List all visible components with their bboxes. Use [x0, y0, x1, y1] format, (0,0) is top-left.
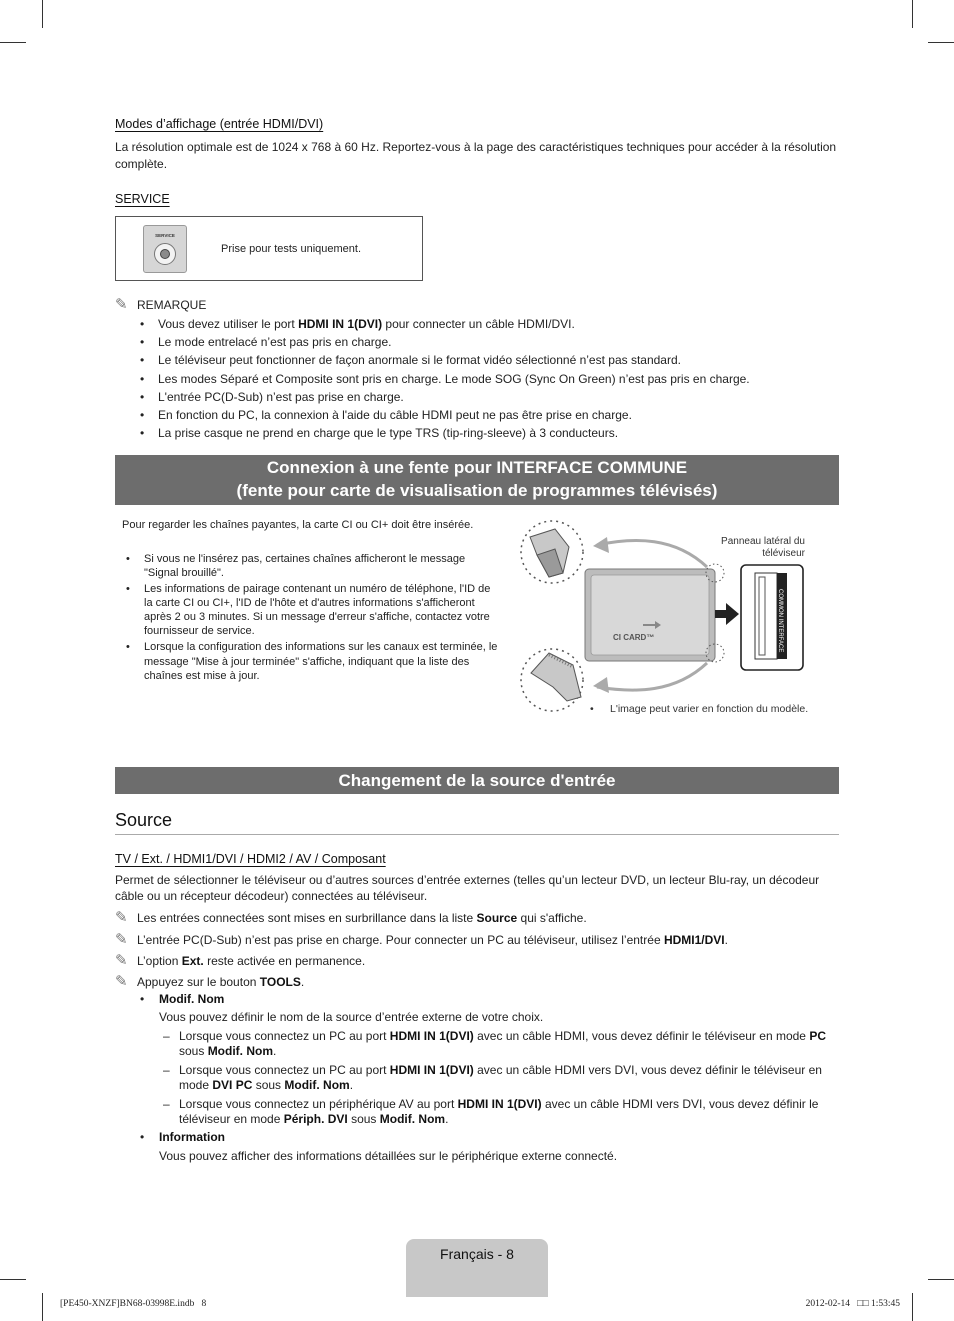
ci-section-banner	[115, 455, 839, 505]
ci-diagram	[515, 515, 835, 715]
remarque-list	[115, 315, 840, 442]
source-subtitle: Source	[115, 810, 173, 830]
crop-mark	[0, 42, 26, 43]
crop-mark	[912, 1293, 913, 1321]
source-note: ✎ Les entrées connectées sont mises en surbrillance dans la liste Source qui s'affiche.	[115, 909, 587, 926]
modif-nom-desc: Vous pouvez définir le nom de la source d’entrée externe de votre choix.	[159, 1010, 544, 1024]
source-section-banner: Changement de la source d'entrée	[115, 767, 839, 794]
service-jack	[143, 225, 187, 273]
ci-card-label: CI CARD™	[613, 633, 655, 642]
crop-mark	[42, 0, 43, 28]
list-item: • En fonction du PC, la connexion à l'aide du câble HDMI peut ne pas être prise en charge.	[115, 406, 840, 424]
service-box	[115, 216, 423, 281]
list-item: • Vous devez utiliser le port HDMI IN 1(DVI) pour connecter un câble HDMI/DVI.	[115, 315, 840, 333]
footer-date: 2012-02-14 □□ 1:53:45	[805, 1299, 900, 1309]
modes-text: La résolution optimale est de 1024 x 768 à 60 Hz. Reportez-vous à la page des caractéristiques techniques pour accéder à la résolution complète.	[115, 140, 837, 171]
information-desc: Vous pouvez afficher des informations détaillées sur le périphérique externe connecté.	[159, 1149, 618, 1163]
note-pencil-icon: ✎	[115, 973, 128, 990]
footer-file: [PE450-XNZF]BN68-03998E.indb 8	[60, 1299, 207, 1309]
note-pencil-icon: ✎	[115, 909, 128, 926]
dash-item: – Lorsque vous connectez un PC au port HDMI IN 1(DVI) avec un câble HDMI, vous devez définir le téléviseur en mode PC sous Modif. Nom.	[163, 1029, 826, 1058]
list-item: • Les modes Séparé et Composite sont pris en charge. Le mode SOG (Sync On Green) n’est pas pris en charge.	[115, 370, 840, 388]
list-item: • L'entrée PC(D-Sub) n’est pas prise en charge.	[115, 388, 840, 406]
dash-item: – Lorsque vous connectez un périphérique AV au port HDMI IN 1(DVI) avec un câble HDMI vers DVI, vous devez définir le téléviseur en mode Périph. DVI sous Modif. Nom.	[163, 1097, 819, 1126]
panel-label: Panneau latéral du téléviseur	[721, 536, 805, 559]
jack-socket-icon	[154, 243, 176, 265]
page-label: Français - 8	[440, 1246, 514, 1262]
divider	[115, 834, 839, 835]
list-item: • Lorsque la configuration des informations sur les canaux est terminée, le message "Mise à jour terminée" s'affiche, indiquant que la liste des chaînes est mise à jour.	[101, 640, 501, 684]
service-text: Prise pour tests uniquement.	[221, 243, 362, 255]
source-note: ✎ L’option Ext. reste activée en permanence.	[115, 952, 366, 969]
slot-label: COMMON INTERFACE	[777, 589, 783, 653]
remarque-heading: ✎ REMARQUE	[115, 296, 207, 313]
modif-nom-item: • Modif. Nom	[140, 992, 225, 1006]
ci-list	[101, 552, 501, 684]
information-item: • Information	[140, 1130, 225, 1144]
crop-mark	[912, 0, 913, 28]
page-tab	[406, 1239, 548, 1297]
note-pencil-icon: ✎	[115, 296, 128, 313]
ci-intro: Pour regarder les chaînes payantes, la carte CI ou CI+ doit être insérée.	[122, 519, 474, 531]
note-pencil-icon: ✎	[115, 931, 128, 948]
modes-heading: Modes d’affichage (entrée HDMI/DVI)	[115, 117, 324, 131]
source-heading: TV / Ext. / HDMI1/DVI / HDMI2 / AV / Composant	[115, 852, 386, 866]
dash-item: – Lorsque vous connectez un PC au port HDMI IN 1(DVI) avec un câble HDMI vers DVI, vous devez définir le téléviseur en mode DVI PC sous Modif. Nom.	[163, 1063, 822, 1092]
source-intro: Permet de sélectionner le téléviseur ou d’autres sources d’entrée externes (telles qu’un lecteur DVD, un lecteur Blu-ray, un décodeur câble ou un récepteur décodeur) connectées au téléviseur.	[115, 873, 820, 903]
crop-mark	[0, 1279, 26, 1280]
diagram-caption: • L'image peut varier en fonction du modèle.	[590, 703, 809, 715]
list-item: • Le téléviseur peut fonctionner de façon anormale si le format vidéo sélectionné n’est pas standard.	[115, 351, 840, 369]
ci-title-line1: Connexion à une fente pour INTERFACE COMMUNE	[266, 458, 688, 477]
note-pencil-icon: ✎	[115, 952, 128, 969]
crop-mark	[928, 1279, 954, 1280]
service-heading: SERVICE	[115, 192, 170, 206]
source-note: ✎ L’entrée PC(D-Sub) n’est pas prise en charge. Pour connecter un PC au téléviseur, utilisez l’entrée HDMI1/DVI.	[115, 931, 728, 948]
service-jack-label: SERVICE	[155, 233, 175, 238]
crop-mark	[928, 42, 954, 43]
list-item: • Si vous ne l'insérez pas, certaines chaînes afficheront le message "Signal brouillé".	[101, 552, 501, 580]
list-item: • Les informations de pairage contenant un numéro de téléphone, l'ID de la carte CI ou CI+, l'ID de l'hôte et d'autres informations s'afficheront après 2 ou 3 minutes. Si un message d'erreur s'affiche, contactez votre fournisseur de service.	[101, 582, 501, 638]
ci-title-line2: (fente pour carte de visualisation de programmes télévisés)	[236, 481, 718, 500]
list-item: • La prise casque ne prend en charge que le type TRS (tip-ring-sleeve) à 3 conducteurs.	[115, 424, 840, 442]
crop-mark	[42, 1293, 43, 1321]
source-note: ✎ Appuyez sur le bouton TOOLS.	[115, 973, 305, 990]
list-item: • Le mode entrelacé n’est pas pris en charge.	[115, 333, 840, 351]
